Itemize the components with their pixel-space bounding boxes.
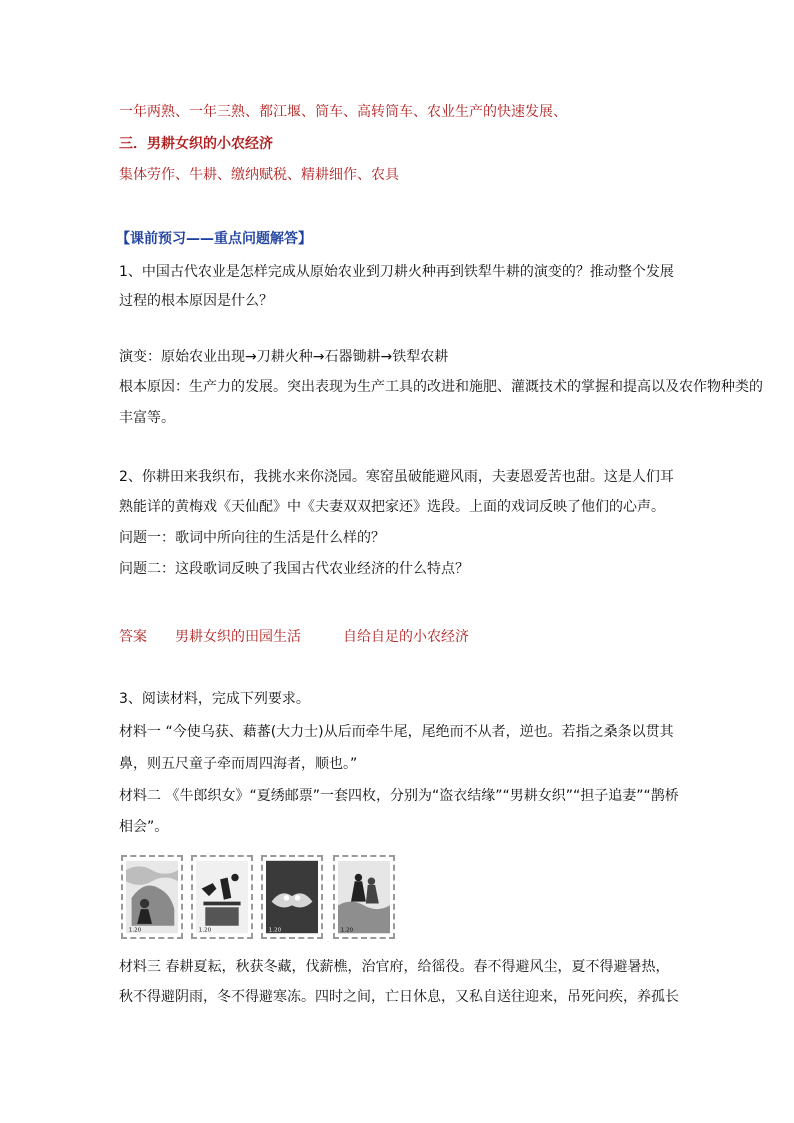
intro-line-1: 一年两熟、一年三熟、都江堰、筒车、高转筒车、农业生产的快速发展、 xyxy=(119,104,567,120)
q3-line-1: 3、阅读材料，完成下列要求。 xyxy=(119,691,310,707)
stamp-3-image xyxy=(266,860,318,934)
stamp-1 xyxy=(121,855,183,939)
stamp-1-image xyxy=(126,860,178,934)
q2-question-1: 问题一：歌词中所向往的生活是什么样的？ xyxy=(119,530,385,546)
heading-3: 三．男耕女织的小农经济 xyxy=(119,136,273,152)
stamp-4 xyxy=(333,855,395,939)
stamp-3-value: 1.20 xyxy=(268,927,282,934)
section-title: 【课前预习——重点问题解答】 xyxy=(116,231,312,247)
stamp-1-value: 1.20 xyxy=(128,927,142,934)
intro-line-3: 集体劳作、牛耕、缴纳赋税、精耕细作、农具 xyxy=(119,167,399,183)
stamp-4-value: 1.20 xyxy=(340,927,354,934)
material-3-line-2: 秋不得避阴雨，冬不得避寒冻。四时之间，亡日休息，又私自送往迎来，吊死问疾，养孤长 xyxy=(119,989,679,1005)
answer-2: 自给自足的小农经济 xyxy=(343,629,469,645)
material-3-line-1: 材料三 春耕夏耘，秋获冬藏，伐薪樵，治官府，给徭役。春不得避风尘，夏不得避暑热， xyxy=(119,959,670,975)
q2-answer xyxy=(119,628,469,646)
stamp-2 xyxy=(191,855,253,939)
q1-reason-line-2: 丰富等。 xyxy=(119,410,175,426)
material-2-line-1: 材料二 《牛郎织女》“夏绣邮票”一套四枚，分别为“盗衣结缘”“男耕女织”“担子追妻”“鹊桥 xyxy=(119,788,679,804)
q2-line-2: 熟能详的黄梅戏《天仙配》中《夫妻双双把家还》选段。上面的戏词反映了他们的心声。 xyxy=(119,499,665,515)
q2-question-2: 问题二：这段歌词反映了我国古代农业经济的什么特点？ xyxy=(119,561,469,577)
q1-evolution: 演变：原始农业出现→刀耕火种→石器锄耕→铁犁农耕 xyxy=(119,349,449,365)
q1-line-2: 过程的根本原因是什么？ xyxy=(119,293,273,309)
q1-line-1: 1、中国古代农业是怎样完成从原始农业到刀耕火种再到铁犁牛耕的演变的？推动整个发展 xyxy=(119,264,674,280)
stamp-3 xyxy=(261,855,323,939)
stamp-2-value: 1.20 xyxy=(198,927,212,934)
material-1-line-2: 鼻，则五尺童子牵而周四海者，顺也。” xyxy=(119,756,358,772)
stamp-2-image xyxy=(196,860,248,934)
answer-1: 男耕女织的田园生活 xyxy=(175,629,301,645)
stamp-4-image xyxy=(338,860,390,934)
q2-line-1: 2、你耕田来我织布，我挑水来你浇园。寒窑虽破能避风雨，夫妻恩爱苦也甜。这是人们耳 xyxy=(119,469,674,485)
answer-label: 答案 xyxy=(119,629,147,645)
material-1-line-1: 材料一 “今使乌获、藉蕃(大力士)从后而牵牛尾，尾绝而不从者，逆也。若指之桑条以贯其 xyxy=(119,724,674,740)
q1-reason-line-1: 根本原因：生产力的发展。突出表现为生产工具的改进和施肥、灌溉技术的掌握和提高以及农作物种类的 xyxy=(119,379,763,395)
material-2-line-2: 相会”。 xyxy=(119,819,169,835)
